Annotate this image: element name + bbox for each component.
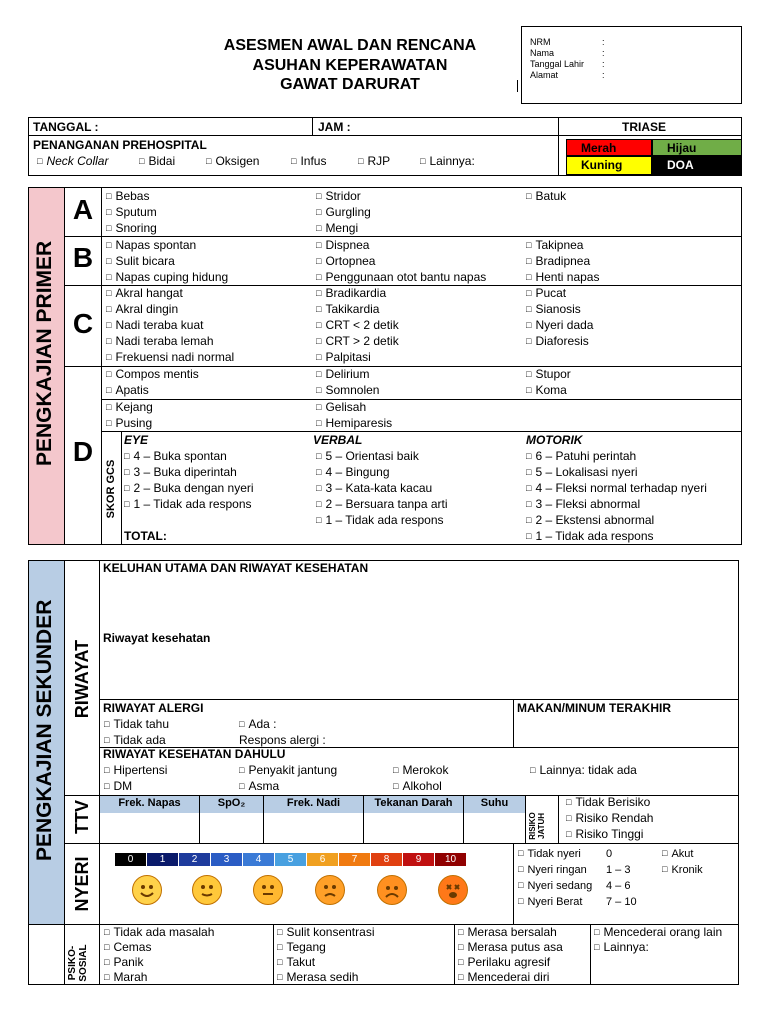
ttv-header-nadi: Frek. Nadi (264, 796, 363, 813)
divider (101, 431, 742, 432)
b-bradipnea[interactable]: □ Bradipnea (526, 254, 590, 269)
nyeri-kronik[interactable]: □ Kronik (662, 863, 703, 877)
divider (64, 236, 742, 237)
gcs-motorik-title: MOTORIK (526, 433, 583, 447)
ttv-header-napas: Frek. Napas (100, 796, 199, 813)
c-takikardia[interactable]: □ Takikardia (316, 302, 379, 317)
divider (273, 924, 274, 985)
prehospital-bidai[interactable]: □ Bidai (139, 154, 175, 169)
alergi-title: RIWAYAT ALERGI (103, 701, 204, 715)
prehospital-title: PENANGANAN PREHOSPITAL (33, 138, 207, 152)
face-6-icon[interactable] (315, 875, 345, 905)
tanggal-lahir-sep[interactable]: : (602, 59, 605, 69)
dahulu-merokok[interactable]: □ Merokok (393, 763, 448, 778)
cursor-mark (517, 80, 518, 92)
breathing-letter: B (72, 242, 94, 273)
gcs-verbal-1[interactable]: □ 1 – Tidak ada respons (316, 513, 444, 528)
triase-merah[interactable]: Merah (566, 139, 652, 156)
divider (312, 117, 313, 135)
riwayat-kesehatan-label[interactable]: Riwayat kesehatan (103, 631, 211, 645)
alergi-tidak-ada[interactable]: □ Tidak ada (104, 733, 166, 748)
pain-scale-cell[interactable]: 3 (211, 853, 242, 866)
prehospital-infus[interactable]: □ Infus (291, 154, 326, 169)
triase-title: TRIASE (622, 120, 667, 134)
gcs-verbal-3[interactable]: □ 3 – Kata-kata kacau (316, 481, 432, 496)
risiko-tidak[interactable]: □ Tidak Berisiko (566, 795, 650, 810)
pain-scale-cell[interactable]: 10 (435, 853, 466, 866)
psiko-putus-asa[interactable]: □ Merasa putus asa (458, 940, 563, 955)
d-kejang[interactable]: □ Kejang (106, 400, 153, 415)
airway-letter: A (72, 194, 94, 225)
divider (513, 843, 514, 924)
divider (558, 117, 559, 176)
face-2-icon[interactable] (192, 875, 222, 905)
d-stupor[interactable]: □ Stupor (526, 367, 571, 382)
psiko-panik[interactable]: □ Panik (104, 955, 143, 970)
nyeri-akut[interactable]: □ Akut (662, 847, 693, 861)
gcs-motorik-6[interactable]: □ 6 – Patuhi perintah (526, 449, 636, 464)
divider (99, 560, 100, 985)
a-sputum[interactable]: □ Sputum (106, 205, 157, 220)
gcs-eye-4[interactable]: □ 4 – Buka spontan (124, 449, 227, 464)
c-palpitasi[interactable]: □ Palpitasi (316, 350, 371, 365)
pain-scale-cell[interactable]: 5 (275, 853, 306, 866)
nama-label: Nama (530, 48, 555, 58)
circulation-letter: C (72, 308, 94, 339)
face-8-icon[interactable] (377, 875, 407, 905)
divider (525, 796, 526, 843)
alergi-ada[interactable]: □ Ada : (239, 717, 276, 732)
b-napas-spontan[interactable]: □ Napas spontan (106, 238, 196, 253)
psiko-bersalah[interactable]: □ Merasa bersalah (458, 925, 557, 940)
triase-kuning[interactable]: Kuning (566, 156, 652, 175)
dahulu-hipertensi[interactable]: □ Hipertensi (104, 763, 167, 778)
divider (558, 796, 559, 843)
tanggal-label[interactable]: TANGGAL : (33, 120, 99, 134)
d-somnolen[interactable]: □ Somnolen (316, 383, 379, 398)
gcs-motorik-4[interactable]: □ 4 – Fleksi normal terhadap nyeri (526, 481, 707, 496)
psiko-sedih[interactable]: □ Merasa sedih (277, 970, 358, 985)
c-nadi-normal[interactable]: □ Frekuensi nadi normal (106, 350, 234, 365)
pain-scale-cell[interactable]: 0 (115, 853, 146, 866)
face-10-icon[interactable] (438, 875, 468, 905)
a-stridor[interactable]: □ Stridor (316, 189, 361, 204)
psiko-mencederai-orang-lain[interactable]: □ Mencederai orang lain (594, 925, 722, 940)
face-4-icon[interactable] (253, 875, 283, 905)
keluhan-title: KELUHAN UTAMA DAN RIWAYAT KESEHATAN (103, 561, 369, 575)
c-crt-gt-2[interactable]: □ CRT > 2 detik (316, 334, 399, 349)
c-akral-dingin[interactable]: □ Akral dingin (106, 302, 178, 317)
d-compos-mentis[interactable]: □ Compos mentis (106, 367, 199, 382)
gcs-eye-2[interactable]: □ 2 – Buka dengan nyeri (124, 481, 254, 496)
pain-scale-cell[interactable]: 7 (339, 853, 370, 866)
nrm-sep[interactable]: : (602, 37, 605, 47)
d-apatis[interactable]: □ Apatis (106, 383, 149, 398)
gcs-motorik-3[interactable]: □ 3 – Fleksi abnormal (526, 497, 640, 512)
ttv-header-spo2: SpO₂ (200, 796, 263, 813)
riwayat-label: RIWAYAT (72, 639, 92, 719)
nyeri-tidak[interactable]: □ Tidak nyeri (518, 847, 581, 861)
risiko-rendah[interactable]: □ Risiko Rendah (566, 811, 653, 826)
gcs-motorik-1[interactable]: □ 1 – Tidak ada respons (526, 529, 654, 544)
form-title-line-3: GAWAT DARURAT (280, 76, 420, 93)
ttv-header-tekanan: Tekanan Darah (364, 796, 463, 813)
c-bradikardia[interactable]: □ Bradikardia (316, 286, 386, 301)
divider (101, 399, 742, 400)
nrm-label: NRM (530, 37, 551, 47)
sekunder-section-label: PENGKAJIAN SEKUNDER (33, 599, 56, 861)
d-koma[interactable]: □ Koma (526, 383, 567, 398)
alamat-label: Alamat (530, 70, 559, 80)
b-otot-bantu[interactable]: □ Penggunaan otot bantu napas (316, 270, 486, 285)
c-sianosis[interactable]: □ Sianosis (526, 302, 581, 317)
gcs-verbal-title: VERBAL (313, 433, 363, 447)
divider (363, 796, 364, 843)
dahulu-asma[interactable]: □ Asma (239, 779, 279, 794)
psiko-cemas[interactable]: □ Cemas (104, 940, 151, 955)
risiko-tinggi[interactable]: □ Risiko Tinggi (566, 827, 643, 842)
b-napas-cuping[interactable]: □ Napas cuping hidung (106, 270, 228, 285)
psiko-agresif[interactable]: □ Perilaku agresif (458, 955, 550, 970)
pain-scale-cell[interactable]: 2 (179, 853, 210, 866)
dahulu-title: RIWAYAT KESEHATAN DAHULU (103, 747, 286, 761)
nyeri-tidak-range: 0 (606, 848, 613, 860)
pain-scale-cell[interactable]: 6 (307, 853, 338, 866)
gcs-verbal-5[interactable]: □ 5 – Orientasi baik (316, 449, 419, 464)
psikososial-label: PSIKO-SOSIAL (67, 944, 89, 982)
gcs-eye-1[interactable]: □ 1 – Tidak ada respons (124, 497, 252, 512)
a-batuk[interactable]: □ Batuk (526, 189, 566, 204)
dahulu-dm[interactable]: □ DM (104, 779, 132, 794)
d-gelisah[interactable]: □ Gelisah (316, 400, 366, 415)
divider (28, 135, 742, 136)
risiko-jatuh-label: RISIKO JATUH (528, 812, 546, 840)
divider (590, 924, 591, 985)
psiko-marah[interactable]: □ Marah (104, 970, 147, 985)
a-bebas[interactable]: □ Bebas (106, 189, 149, 204)
psiko-takut[interactable]: □ Takut (277, 955, 315, 970)
b-henti-napas[interactable]: □ Henti napas (526, 270, 599, 285)
c-akral-hangat[interactable]: □ Akral hangat (106, 286, 183, 301)
b-sulit-bicara[interactable]: □ Sulit bicara (106, 254, 175, 269)
divider (121, 431, 122, 545)
d-delirium[interactable]: □ Delirium (316, 367, 369, 382)
form-title-line-2: ASUHAN KEPERAWATAN (252, 57, 448, 74)
b-dispnea[interactable]: □ Dispnea (316, 238, 369, 253)
b-ortopnea[interactable]: □ Ortopnea (316, 254, 375, 269)
gcs-total[interactable]: TOTAL: (124, 529, 167, 543)
c-nadi-lemah[interactable]: □ Nadi teraba lemah (106, 334, 214, 349)
pain-scale-cell[interactable]: 9 (403, 853, 434, 866)
divider (64, 843, 739, 844)
ttv-header-suhu: Suhu (464, 796, 525, 813)
nyeri-label: NYERI (72, 856, 92, 912)
alergi-tidak-tahu[interactable]: □ Tidak tahu (104, 717, 169, 732)
nyeri-sedang[interactable]: □ Nyeri sedang (518, 879, 592, 893)
prehospital-neck-collar[interactable]: □ Neck Collar (37, 154, 108, 169)
dahulu-lainnya[interactable]: □ Lainnya: tidak ada (530, 763, 637, 778)
pain-scale-cell[interactable]: 4 (243, 853, 274, 866)
pain-scale-cell[interactable]: 1 (147, 853, 178, 866)
face-0-icon[interactable] (132, 875, 162, 905)
c-nadi-kuat[interactable]: □ Nadi teraba kuat (106, 318, 204, 333)
c-crt-lt-2[interactable]: □ CRT < 2 detik (316, 318, 399, 333)
form-title-line-1: ASESMEN AWAL DAN RENCANA (223, 37, 477, 54)
gcs-verbal-4[interactable]: □ 4 – Bingung (316, 465, 390, 480)
gcs-eye-title: EYE (124, 433, 149, 447)
divider (263, 796, 264, 843)
c-pucat[interactable]: □ Pucat (526, 286, 566, 301)
ttv-label: TTV (72, 800, 92, 834)
nyeri-berat[interactable]: □ Nyeri Berat (518, 895, 582, 909)
nama-sep[interactable]: : (602, 48, 605, 58)
makan-minum-title[interactable]: MAKAN/MINUM TERAKHIR (517, 701, 671, 715)
d-hemiparesis[interactable]: □ Hemiparesis (316, 416, 392, 431)
nyeri-berat-range: 7 – 10 (606, 896, 637, 908)
psiko-sulit-konsentrasi[interactable]: □ Sulit konsentrasi (277, 925, 374, 940)
prehospital-lainnya[interactable]: □ Lainnya: (420, 154, 475, 169)
jam-label[interactable]: JAM : (318, 120, 351, 134)
b-takipnea[interactable]: □ Takipnea (526, 238, 583, 253)
tanggal-lahir-label: Tanggal Lahir (530, 59, 585, 69)
pain-scale-cell[interactable]: 8 (371, 853, 402, 866)
ttv-spo2-value[interactable] (200, 813, 263, 843)
dahulu-alkohol[interactable]: □ Alkohol (393, 779, 442, 794)
psiko-lainnya[interactable]: □ Lainnya: (594, 940, 649, 955)
nyeri-sedang-range: 4 – 6 (606, 880, 631, 892)
dahulu-penyakit-jantung[interactable]: □ Penyakit jantung (239, 763, 337, 778)
gcs-motorik-5[interactable]: □ 5 – Lokalisasi nyeri (526, 465, 638, 480)
psiko-tegang[interactable]: □ Tegang (277, 940, 326, 955)
disability-letter: D (72, 436, 94, 467)
nyeri-ringan-range: 1 – 3 (606, 864, 631, 876)
c-nyeri-dada[interactable]: □ Nyeri dada (526, 318, 593, 333)
patient-id-box (521, 26, 742, 104)
a-gurgling[interactable]: □ Gurgling (316, 205, 371, 220)
prehospital-rjp[interactable]: □ RJP (358, 154, 390, 169)
nyeri-ringan[interactable]: □ Nyeri ringan (518, 863, 587, 877)
triase-doa[interactable]: DOA (652, 156, 742, 175)
divider (463, 796, 464, 843)
gcs-eye-3[interactable]: □ 3 – Buka diperintah (124, 465, 237, 480)
gcs-motorik-2[interactable]: □ 2 – Ekstensi abnormal (526, 513, 654, 528)
divider (513, 699, 514, 747)
alamat-sep[interactable]: : (602, 70, 605, 80)
gcs-label: SKOR GCS (105, 459, 117, 519)
divider (64, 560, 65, 985)
c-diaforesis[interactable]: □ Diaforesis (526, 334, 589, 349)
gcs-verbal-2[interactable]: □ 2 – Bersuara tanpa arti (316, 497, 448, 512)
psiko-mencederai-diri[interactable]: □ Mencederai diri (458, 970, 549, 985)
a-mengi[interactable]: □ Mengi (316, 221, 358, 236)
a-snoring[interactable]: □ Snoring (106, 221, 157, 236)
prehospital-oksigen[interactable]: □ Oksigen (206, 154, 259, 169)
divider (454, 924, 455, 985)
respons-alergi[interactable]: Respons alergi : (239, 733, 326, 747)
triase-hijau[interactable]: Hijau (652, 139, 742, 156)
primer-section-label: PENGKAJIAN PRIMER (33, 240, 56, 466)
divider (99, 699, 739, 700)
psiko-tidak-ada[interactable]: □ Tidak ada masalah (104, 925, 214, 940)
d-pusing[interactable]: □ Pusing (106, 416, 152, 431)
